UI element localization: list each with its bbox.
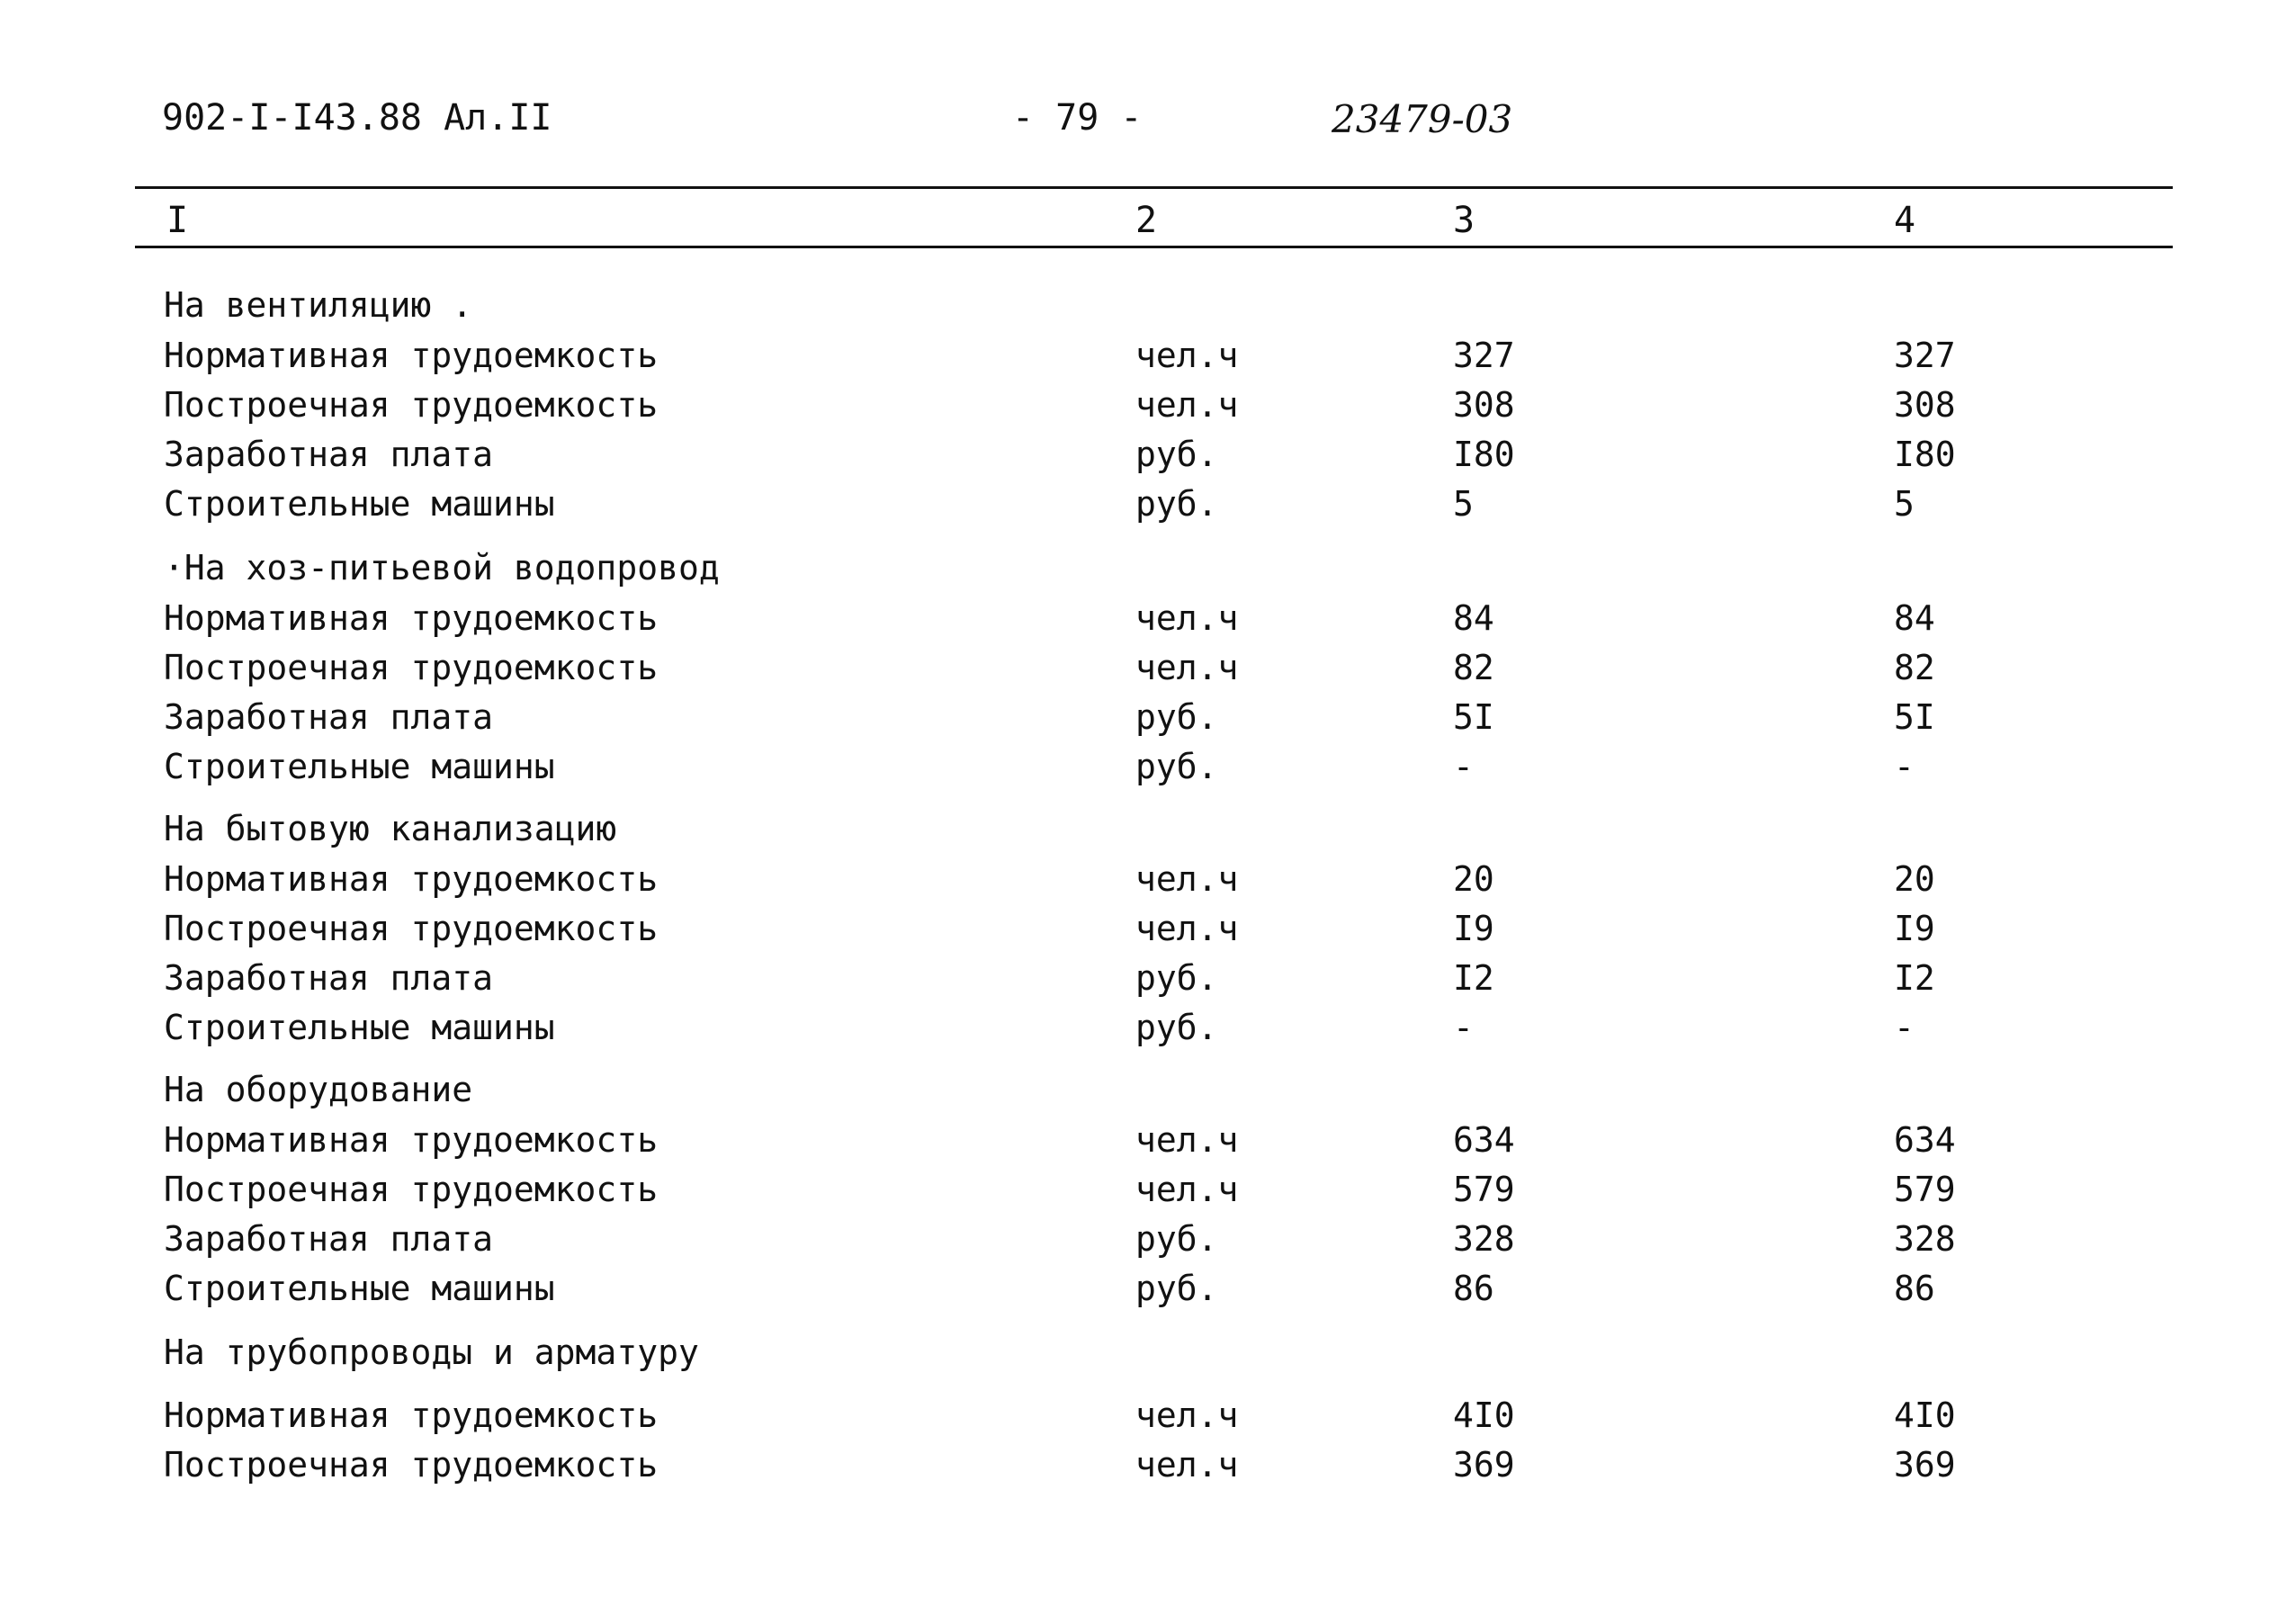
row-unit: чел.ч: [1135, 1170, 1239, 1209]
row-unit: руб.: [1135, 697, 1218, 737]
row-unit: чел.ч: [1135, 1120, 1239, 1160]
table-row: [135, 1116, 2173, 1165]
section-pipelines: [135, 1326, 2173, 1490]
row-unit: руб.: [1135, 484, 1218, 524]
table-row: [135, 381, 2173, 430]
row-unit: руб.: [1135, 958, 1218, 998]
table-row: [135, 480, 2173, 529]
row-unit: чел.ч: [1135, 859, 1239, 899]
table-row: [135, 1440, 2173, 1490]
row-unit: руб.: [1135, 1008, 1218, 1047]
table-row: [135, 430, 2173, 480]
row-col3-value: 4I0: [1453, 1395, 1515, 1435]
section-title: На бытовую канализацию: [164, 809, 617, 848]
table-row: [135, 643, 2173, 693]
row-col3-value: 328: [1453, 1219, 1515, 1259]
row-col3-value: -: [1453, 1008, 1474, 1047]
row-name: Заработная плата: [164, 435, 494, 474]
row-name: Заработная плата: [164, 697, 494, 737]
row-name: Нормативная трудоемкость: [164, 598, 659, 638]
row-col4-value: 308: [1894, 385, 1956, 425]
table-row: [135, 855, 2173, 904]
header-bottom-rule: [135, 246, 2173, 248]
row-unit: чел.ч: [1135, 336, 1239, 375]
table-row: [135, 1165, 2173, 1215]
table-row: [135, 1215, 2173, 1264]
row-name: Построечная трудоемкость: [164, 909, 659, 948]
section-sewerage: [135, 803, 2173, 1053]
row-unit: чел.ч: [1135, 598, 1239, 638]
row-unit: чел.ч: [1135, 385, 1239, 425]
row-name: Нормативная трудоемкость: [164, 1120, 659, 1160]
row-col3-value: 308: [1453, 385, 1515, 425]
row-col3-value: I80: [1453, 435, 1515, 474]
section-title: На трубопроводы и арматуру: [164, 1332, 699, 1372]
row-unit: руб.: [1135, 435, 1218, 474]
table-row: [135, 331, 2173, 381]
table-row: [135, 1003, 2173, 1053]
row-col3-value: 82: [1453, 648, 1494, 687]
row-col3-value: I2: [1453, 958, 1494, 998]
row-col4-value: 84: [1894, 598, 1935, 638]
row-name: Построечная трудоемкость: [164, 385, 659, 425]
top-rule: [135, 186, 2173, 189]
row-name: Построечная трудоемкость: [164, 1170, 659, 1209]
row-col4-value: I2: [1894, 958, 1935, 998]
handwritten-number: 23479-03: [1332, 97, 1513, 141]
row-col3-value: 327: [1453, 336, 1515, 375]
row-col3-value: 86: [1453, 1269, 1494, 1308]
row-col4-value: 4I0: [1894, 1395, 1956, 1435]
row-unit: чел.ч: [1135, 1445, 1239, 1485]
row-unit: чел.ч: [1135, 909, 1239, 948]
row-name: Построечная трудоемкость: [164, 648, 659, 687]
row-col4-value: -: [1894, 1008, 1915, 1047]
row-name: Нормативная трудоемкость: [164, 859, 659, 899]
row-col4-value: 20: [1894, 859, 1935, 899]
row-unit: чел.ч: [1135, 1395, 1239, 1435]
row-name: Строительные машины: [164, 1269, 555, 1308]
row-col4-value: 328: [1894, 1219, 1956, 1259]
row-col4-value: -: [1894, 747, 1915, 786]
row-col4-value: 634: [1894, 1120, 1956, 1160]
row-name: Строительные машины: [164, 484, 555, 524]
section-title: На оборудование: [164, 1070, 473, 1109]
row-col3-value: I9: [1453, 909, 1494, 948]
row-unit: руб.: [1135, 1269, 1218, 1308]
row-col4-value: I9: [1894, 909, 1935, 948]
row-col4-value: 5I: [1894, 697, 1935, 737]
row-name: Строительные машины: [164, 747, 555, 786]
row-name: Заработная плата: [164, 1219, 494, 1259]
row-col4-value: 5: [1894, 484, 1915, 524]
section-title: ·На хоз-питьевой водопровод: [164, 548, 720, 588]
section-equipment: [135, 1063, 2173, 1314]
row-name: Заработная плата: [164, 958, 494, 998]
table-row: [135, 693, 2173, 742]
table-row: [135, 1264, 2173, 1314]
row-col3-value: 20: [1453, 859, 1494, 899]
row-col3-value: 579: [1453, 1170, 1515, 1209]
section-title: На вентиляцию .: [164, 285, 473, 325]
row-col3-value: 84: [1453, 598, 1494, 638]
row-name: Построечная трудоемкость: [164, 1445, 659, 1485]
row-unit: чел.ч: [1135, 648, 1239, 687]
row-col3-value: 5: [1453, 484, 1474, 524]
section-ventilation: [135, 279, 2173, 529]
row-name: Нормативная трудоемкость: [164, 336, 659, 375]
row-col3-value: 5I: [1453, 697, 1494, 737]
row-col3-value: 634: [1453, 1120, 1515, 1160]
row-unit: руб.: [1135, 1219, 1218, 1259]
row-col4-value: 579: [1894, 1170, 1956, 1209]
column-header-3: 3: [1453, 200, 1475, 241]
column-header-1: I: [166, 200, 189, 241]
table-row: [135, 594, 2173, 643]
row-name: Нормативная трудоемкость: [164, 1395, 659, 1435]
section-water-supply: [135, 542, 2173, 792]
table-row: [135, 742, 2173, 792]
row-col4-value: 327: [1894, 336, 1956, 375]
row-col4-value: 82: [1894, 648, 1935, 687]
column-header-2: 2: [1135, 200, 1158, 241]
column-header-4: 4: [1894, 200, 1916, 241]
page-number: - 79 -: [1012, 97, 1143, 139]
table-row: [135, 904, 2173, 954]
row-col3-value: 369: [1453, 1445, 1515, 1485]
table-row: [135, 1391, 2173, 1440]
row-name: Строительные машины: [164, 1008, 555, 1047]
table-row: [135, 954, 2173, 1003]
row-col4-value: 369: [1894, 1445, 1956, 1485]
row-col3-value: -: [1453, 747, 1474, 786]
document-code: 902-I-I43.88 Ал.II: [162, 97, 552, 139]
row-unit: руб.: [1135, 747, 1218, 786]
row-col4-value: 86: [1894, 1269, 1935, 1308]
row-col4-value: I80: [1894, 435, 1956, 474]
